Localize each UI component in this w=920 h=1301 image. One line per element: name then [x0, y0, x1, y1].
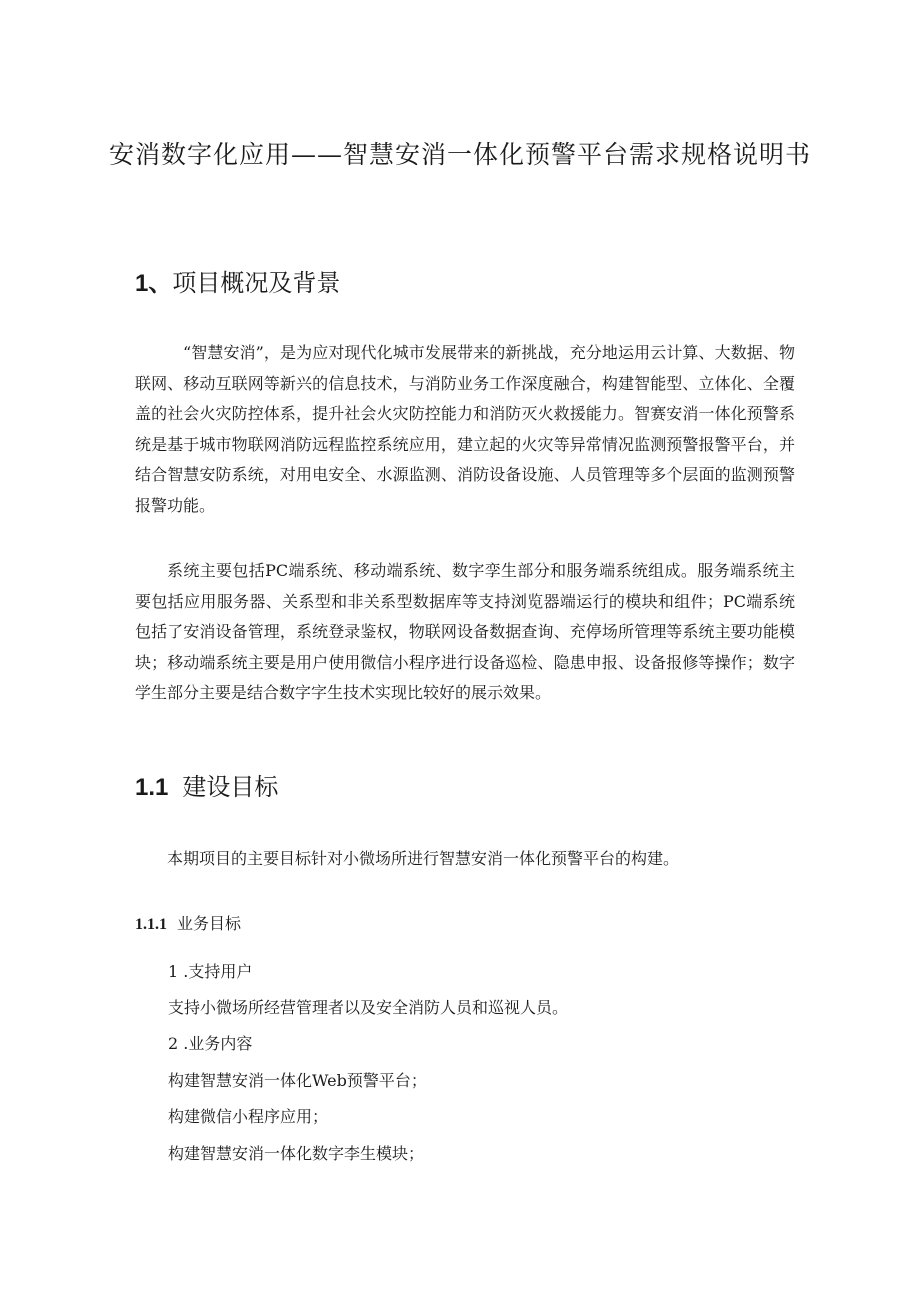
section-1-1-1-number: 1.1.1 — [135, 916, 167, 933]
document-title: 安消数字化应用——智慧安消一体化预警平台需求规格说明书 — [108, 140, 811, 169]
section-1-1-1-title: 业务目标 — [177, 914, 242, 933]
section-1-1-number: 1.1 — [135, 774, 169, 801]
business-item-2-line: 构建微信小程序应用； — [168, 1107, 329, 1126]
business-item-2-line: 构建智慧安消一体化数字李生模块； — [168, 1144, 425, 1163]
section-1-1-title: 建设目标 — [182, 773, 279, 801]
section-1-paragraph-2: 系统主要包括PC端系统、移动端系统、数字孪生部分和服务端系统组成。服务端系统主要包括应用服务器、关系型和非关系型数据库等支持浏览器端运行的模块和组件；PC端系统包括了安消设备管理，系统登录鉴权，物联网设备数据查询、充停场所管理等系统主要功能模块；移动端系统主要是用户使用微信小程序进行设备巡检、隐患申报、设备报修等操作；数字学生部分主要是结合数字字生技术实现比较好的展示效果。 — [135, 561, 795, 702]
section-1-1-1-heading — [135, 913, 241, 936]
business-item-1-label: 1 .支持用户 — [168, 962, 253, 981]
section-1-paragraph-1: “智慧安消”，是为应对现代化城市发展带来的新挑战，充分地运用云计算、大数据、物联网、移动互联网等新兴的信息技术，与消防业务工作深度融合，构建智能型、立体化、全覆盖的社会火灾防控体系，提升社会火灾防控能力和消防灭火救援能力。智赛安消一体化预警系统是基于城市物联网消防远程监控系统应用，建立起的火灾等异常情况监测预警报警平台，并结合智慧安防系统，对用电安全、水源监测、消防设备设施、人员管理等多个层面的监测预警报警功能。 — [135, 343, 795, 515]
section-1-1-heading — [135, 772, 278, 803]
business-item-2-line: 构建智慧安消一体化Web预警平台； — [168, 1071, 427, 1090]
section-1-1-paragraph: 本期项目的主要目标针对小微场所进行智慧安消一体化预警平台的构建。 — [167, 849, 680, 868]
section-1-heading — [135, 268, 340, 299]
business-item-1-text: 支持小微场所经营管理者以及安全消防人员和巡视人员。 — [168, 998, 569, 1017]
section-1-number: 1、 — [135, 270, 173, 297]
business-item-2-label: 2 .业务内容 — [168, 1034, 253, 1053]
section-1-title: 项目概况及背景 — [172, 269, 341, 297]
